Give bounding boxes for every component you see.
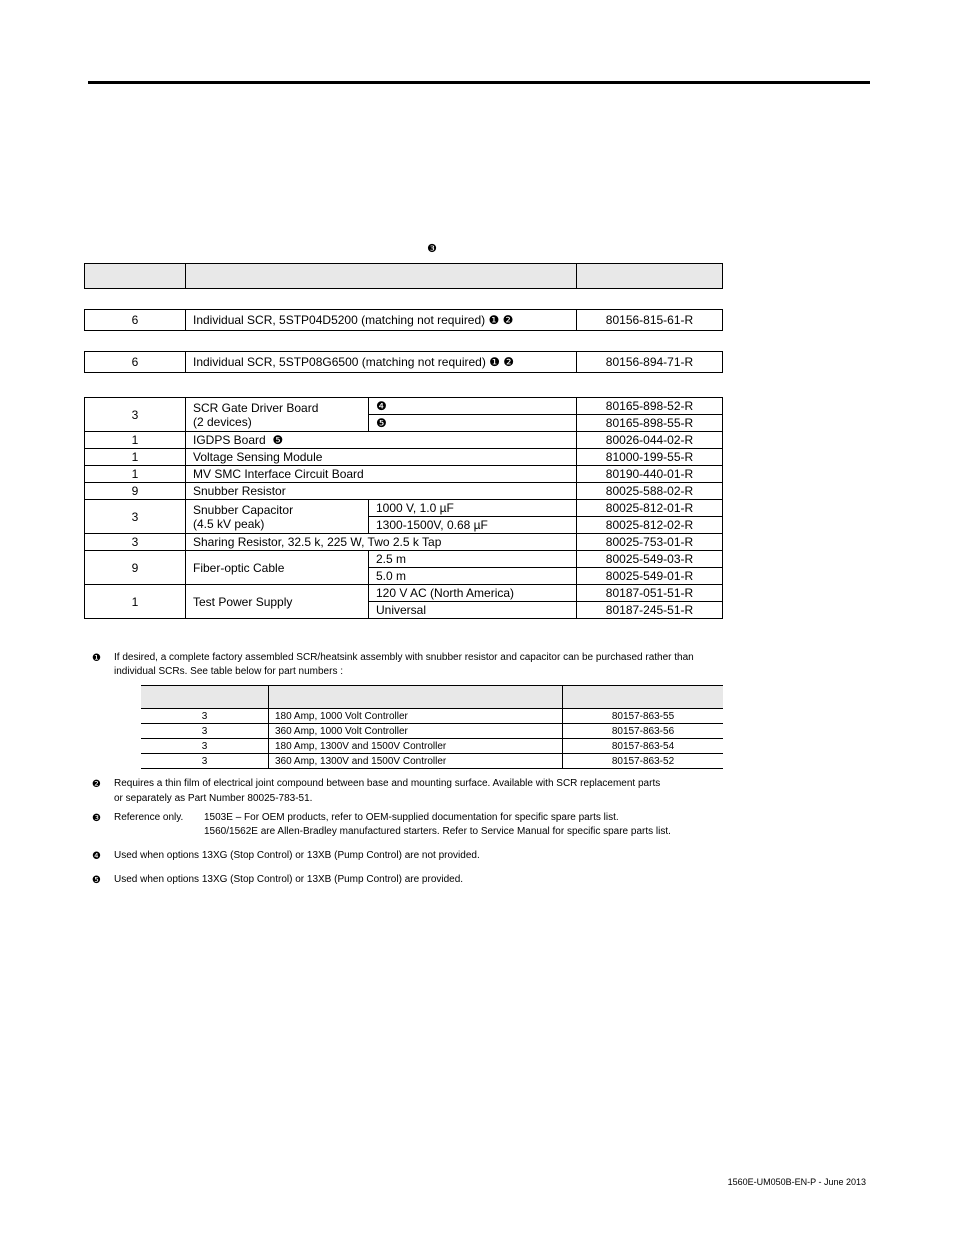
qty-cell: 6 xyxy=(85,310,186,331)
description-cell: Fiber-optic Cable xyxy=(186,551,369,585)
option-cell: 1300-1500V, 0.68 µF xyxy=(369,517,577,534)
qty-cell: 9 xyxy=(85,483,186,500)
part-number-cell: 80025-812-02-R xyxy=(577,517,723,534)
part-number-cell: 80025-549-01-R xyxy=(577,568,723,585)
header-part-number xyxy=(563,686,724,709)
description-cell: Individual SCR, 5STP08G6500 (matching not required) ❶ ❷ xyxy=(186,352,577,373)
table-row xyxy=(85,398,723,415)
part-number-cell: 80025-549-03-R xyxy=(577,551,723,568)
page-footer: 1560E-UM050B-EN-P - June 2013 xyxy=(727,1177,866,1187)
assembly-parts-table xyxy=(141,685,723,769)
footnote-markers: ❶ ❷ xyxy=(489,355,515,369)
part-number-cell: 80187-051-51-R xyxy=(577,585,723,602)
footnote-markers: ❺ xyxy=(272,433,284,447)
qty-cell: 1 xyxy=(85,432,186,449)
table-row xyxy=(85,466,723,483)
description-cell: Individual SCR, 5STP04D5200 (matching not required) ❶ ❷ xyxy=(186,310,577,331)
description-cell: Voltage Sensing Module xyxy=(186,449,577,466)
table-reference-marker: ❸ xyxy=(427,243,437,255)
table-header-row xyxy=(85,264,723,289)
description-cell: Snubber Resistor xyxy=(186,483,577,500)
section-separator xyxy=(85,373,723,398)
part-number-cell: 80165-898-52-R xyxy=(577,398,723,415)
option-cell: ❹ xyxy=(369,398,577,415)
qty-cell: 1 xyxy=(85,466,186,483)
table-row: 3 360 Amp, 1300V and 1500V Controller 80157-863-52 xyxy=(141,754,723,769)
part-number-cell: 80025-753-01-R xyxy=(577,534,723,551)
qty-cell: 3 xyxy=(85,398,186,432)
part-number-cell: 81000-199-55-R xyxy=(577,449,723,466)
qty-cell: 1 xyxy=(85,585,186,619)
qty-cell: 3 xyxy=(85,500,186,534)
description-cell: SCR Gate Driver Board (2 devices) xyxy=(186,398,369,432)
part-number-cell: 80026-044-02-R xyxy=(577,432,723,449)
table-header-row xyxy=(141,686,723,709)
description-cell: MV SMC Interface Circuit Board xyxy=(186,466,577,483)
part-number-cell: 80156-815-61-R xyxy=(577,310,723,331)
header-qty xyxy=(85,264,186,289)
part-number-cell: 80025-812-01-R xyxy=(577,500,723,517)
header-description xyxy=(269,686,563,709)
qty-cell: 1 xyxy=(85,449,186,466)
table-row xyxy=(85,449,723,466)
table-row: 3 180 Amp, 1000 Volt Controller 80157-863-55 xyxy=(141,709,723,724)
table-row xyxy=(85,483,723,500)
option-cell: ❺ xyxy=(369,415,577,432)
part-number-cell: 80165-898-55-R xyxy=(577,415,723,432)
part-number-cell: 80190-440-01-R xyxy=(577,466,723,483)
table-row xyxy=(85,352,723,373)
footnote-markers: ❶ ❷ xyxy=(488,313,514,327)
option-cell: 1000 V, 1.0 µF xyxy=(369,500,577,517)
table-row xyxy=(85,585,723,602)
part-number-cell: 80187-245-51-R xyxy=(577,602,723,619)
section-separator xyxy=(85,289,723,310)
table-row xyxy=(85,500,723,517)
header-qty xyxy=(141,686,269,709)
table-row xyxy=(85,534,723,551)
table-row xyxy=(85,432,723,449)
description-cell: Test Power Supply xyxy=(186,585,369,619)
section-separator xyxy=(85,331,723,352)
table-row xyxy=(85,551,723,568)
footnote-marker: ❶ xyxy=(92,653,101,664)
header-rule xyxy=(88,81,870,84)
qty-cell: 9 xyxy=(85,551,186,585)
header-part-number xyxy=(577,264,723,289)
spare-parts-table xyxy=(84,263,723,619)
description-cell: Snubber Capacitor (4.5 kV peak) xyxy=(186,500,369,534)
header-description xyxy=(186,264,577,289)
footnote-marker: ❺ xyxy=(92,875,101,886)
table-row: 3 180 Amp, 1300V and 1500V Controller 80157-863-54 xyxy=(141,739,723,754)
footnote-marker: ❹ xyxy=(92,851,101,862)
footnote-marker: ❷ xyxy=(92,779,101,790)
option-cell: 5.0 m xyxy=(369,568,577,585)
description-cell: IGDPS Board ❺ xyxy=(186,432,577,449)
footnote-marker: ❸ xyxy=(92,813,101,824)
table-row xyxy=(85,310,723,331)
part-number-cell: 80156-894-71-R xyxy=(577,352,723,373)
part-number-cell: 80025-588-02-R xyxy=(577,483,723,500)
option-cell: 2.5 m xyxy=(369,551,577,568)
table-row: 3 360 Amp, 1000 Volt Controller 80157-863-56 xyxy=(141,724,723,739)
option-cell: 120 V AC (North America) xyxy=(369,585,577,602)
description-cell: Sharing Resistor, 32.5 k, 225 W, Two 2.5 k Tap xyxy=(186,534,577,551)
option-cell: Universal xyxy=(369,602,577,619)
qty-cell: 6 xyxy=(85,352,186,373)
qty-cell: 3 xyxy=(85,534,186,551)
